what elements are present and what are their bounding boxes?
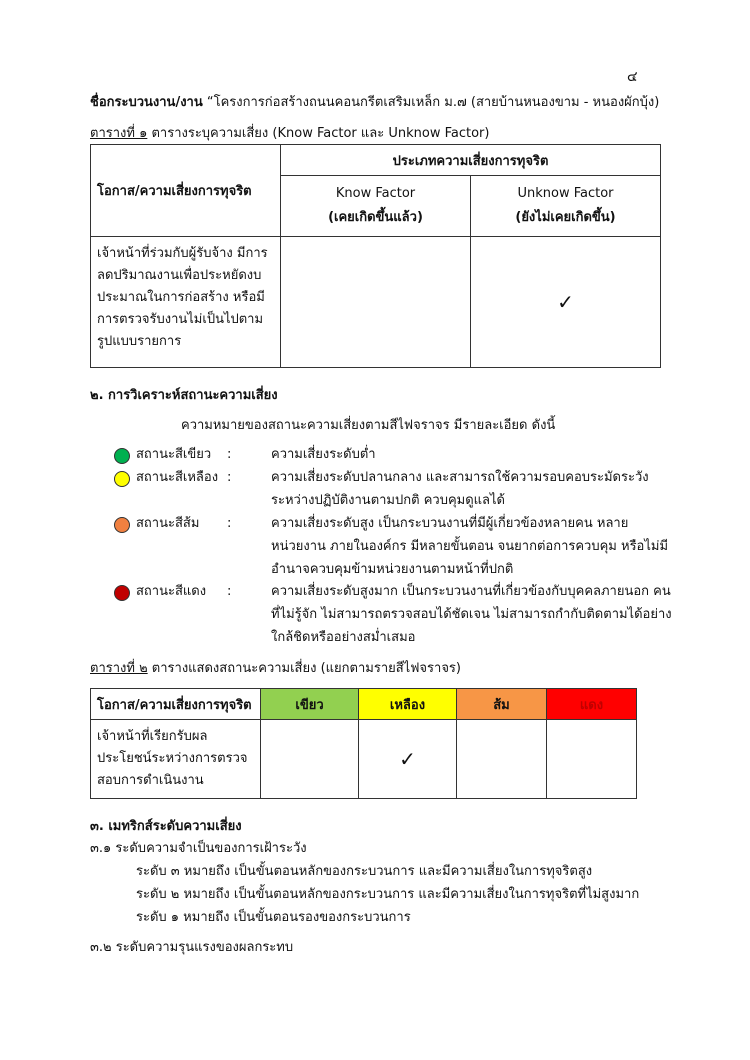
table2-red-cell [547,720,637,799]
red-dot-icon [114,585,130,601]
table1-header-know [281,176,471,237]
process-title-line [90,94,659,112]
legend-desc-green: ความเสี่ยงระดับต่ำ [271,447,376,462]
process-title: “โครงการก่อสร้างถนนคอนกรีตเสริมเหล็ก ม.๗ (สายบ้านหนองขาม - หนองผักบุ้ง) [206,95,660,110]
table1-row-text: เจ้าหน้าที่ร่วมกับผู้รับจ้าง มีการลดปริมาณงานเพื่อประหยัดงบประมาณในการก่อสร้าง หรือมีการตรวจรับงานไม่เป็นไปตามรูปแบบรายการ [91,237,281,368]
legend-colon: : [227,516,232,531]
legend-label-green: สถานะสีเขียว [136,447,212,462]
table1-caption-text: ตารางระบุความเสี่ยง (Know Factor และ Unknow Factor) [151,126,490,141]
legend-desc-yellow-1: ความเสี่ยงระดับปลานกลาง และสามารถใช้ความรอบคอบระมัดระวัง [271,470,649,485]
level-3-text: ระดับ ๓ หมายถึง เป็นขั้นตอนหลักของกระบวนการ และมีความเสี่ยงในการทุจริตสูง [136,864,593,879]
legend-label-red: สถานะสีแดง [136,584,207,599]
legend-desc-orange-3: อำนาจควบคุมข้ามหน่วยงานตามหน้าที่ปกติ [271,562,514,577]
level-1-text: ระดับ ๑ หมายถึง เป็นขั้นตอนรองของกระบวนการ [136,910,411,925]
legend-desc-orange-1: ความเสี่ยงระดับสูง เป็นกระบวนงานที่มีผู้เกี่ยวข้องหลายคน หลาย [271,516,629,531]
table2-header-yellow: เหลือง [359,689,457,720]
table2-header-green: เขียว [261,689,359,720]
section3-sub1: ๓.๑ ระดับความจำเป็นของการเฝ้าระวัง [90,841,307,856]
section2-intro: ความหมายของสถานะความเสี่ยงตามสีไฟจราจร มีรายละเอียด ดังนี้ [181,418,556,433]
page-number: ๔ [627,69,638,85]
table-row [91,720,637,799]
table2-header-red: แดง [547,689,637,720]
legend-desc-orange-2: หน่วยงาน ภายในองค์กร มีหลายขั้นตอน จนยากต่อการควบคุม หรือไม่มี [271,539,669,554]
table1-header-group: ประเภทความเสี่ยงการทุจริต [281,145,661,176]
risk-status-table [90,688,637,799]
table2-yellow-check-icon: ✓ [359,720,457,799]
table1-caption [90,125,489,143]
table2-header-orange: ส้ม [457,689,547,720]
table2-orange-cell [457,720,547,799]
legend-desc-red-1: ความเสี่ยงระดับสูงมาก เป็นกระบวนงานที่เกี่ยวข้องกับบุคคลภายนอก คน [271,584,671,599]
legend-desc-red-2: ที่ไม่รู้จัก ไม่สามารถตรวจสอบได้ชัดเจน ไม่สามารถกำกับติดตามได้อย่าง [271,607,672,622]
know-factor-label: Know Factor [335,186,416,201]
legend-desc-red-3: ใกล้ชิดหรืออย่างสม่ำเสมอ [271,630,416,645]
legend-colon: : [227,584,232,599]
level-2-text: ระดับ ๒ หมายถึง เป็นขั้นตอนหลักของกระบวนการ และมีความเสี่ยงในการทุจริตที่ไม่สูงมาก [136,887,640,902]
risk-factor-table [90,144,661,368]
green-dot-icon [114,448,130,464]
table1-unknow-check-icon: ✓ [471,237,661,368]
process-label: ชื่อกระบวนงาน/งาน [90,95,203,110]
table2-caption-text: ตารางแสดงสถานะความเสี่ยง (แยกตามรายสีไฟจราจร) [151,661,461,676]
section3-sub2: ๓.๒ ระดับความรุนแรงของผลกระทบ [90,940,294,955]
section2-heading: ๒. การวิเคราะห์สถานะความเสี่ยง [90,388,278,403]
know-factor-sub: (เคยเกิดขึ้นแล้ว) [328,210,423,225]
table1-header-unknow [471,176,661,237]
unknow-factor-label: Unknow Factor [517,186,614,201]
legend-colon: : [227,447,232,462]
table1-caption-prefix: ตารางที่ ๑ [90,126,148,141]
table2-caption [90,660,461,678]
table-row [91,237,661,368]
unknow-factor-sub: (ยังไม่เคยเกิดขึ้น) [515,210,616,225]
table2-green-cell [261,720,359,799]
table2-row-text: เจ้าหน้าที่เรียกรับผลประโยชน์ระหว่างการตรวจสอบการดำเนินงาน [91,720,261,799]
table2-caption-prefix: ตารางที่ ๒ [90,661,148,676]
orange-dot-icon [114,517,130,533]
yellow-dot-icon [114,471,130,487]
table1-header-opportunity: โอกาส/ความเสี่ยงการทุจริต [91,145,281,237]
section3-heading: ๓. เมทริกส์ระดับความเสี่ยง [90,819,242,834]
legend-label-orange: สถานะสีส้ม [136,516,200,531]
legend-colon: : [227,470,232,485]
legend-desc-yellow-2: ระหว่างปฏิบัติงานตามปกติ ควบคุมดูแลได้ [271,493,505,508]
legend-label-yellow: สถานะสีเหลือง [136,470,219,485]
table2-header-opportunity: โอกาส/ความเสี่ยงการทุจริต [91,689,261,720]
table1-know-cell [281,237,471,368]
